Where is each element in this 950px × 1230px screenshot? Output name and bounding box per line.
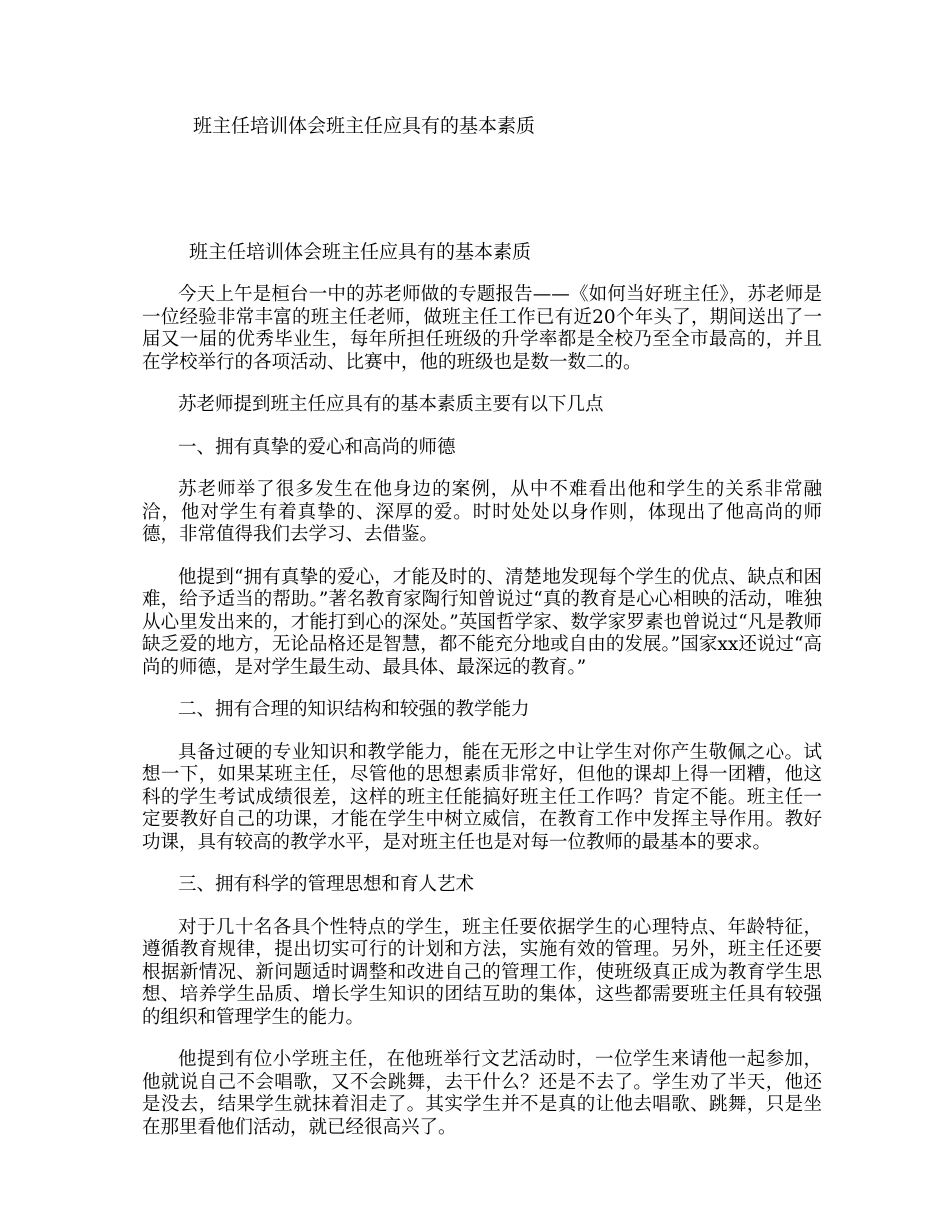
document-title: 班主任培训体会班主任应具有的基本素质 [189, 241, 532, 263]
summary-line: 苏老师提到班主任应具有的基本素质主要有以下几点 [178, 394, 604, 415]
section-3-paragraph-1: 对于几十名各具个性特点的学生，班主任要依据学生的心理特点、年龄特征，遵循教育规律，提出切实可行的计划和方法，实施有效的管理。另外，班主任还要根据新情况、新问题适时调整和改进自己的管理工作，使班级真正成为教育学生思想、培养学生品质、增长学生知识的团结互助的集体，这些都需要班主任具有较强的组织和管理学生的能力。 [142, 916, 822, 1028]
section-1-paragraph-1: 苏老师举了很多发生在他身边的案例，从中不难看出他和学生的关系非常融洽，他对学生有着真挚的、深厚的爱。时时处处以身作则，体现出了他高尚的师德，非常值得我们去学习、去借鉴。 [142, 479, 822, 545]
intro-paragraph: 今天上午是桓台一中的苏老师做的专题报告——《如何当好班主任》，苏老师是一位经验非常丰富的班主任老师，做班主任工作已有近20个年头了，期间送出了一届又一届的优秀毕业生，每年所担任班级的升学率都是全校乃至全市最高的，并且在学校举行的各项活动、比赛中，他的班级也是数一数二的。 [142, 284, 822, 373]
document-body [142, 240, 822, 1159]
section-3-heading: 三、拥有科学的管理思想和育人艺术 [178, 874, 475, 895]
section-2-paragraph-1: 具备过硬的专业知识和教学能力，能在无形之中让学生对你产生敬佩之心。试想一下，如果某班主任，尽管他的思想素质非常好，但他的课却上得一团糟，他这科的学生考试成绩很差，这样的班主任能搞好班主任工作吗？肯定不能。班主任一定要教好自己的功课，才能在学生中树立威信，在教育工作中发挥主导作用。教好功课，具有较高的教学水平，是对班主任也是对每一位教师的最基本的要求。 [142, 741, 822, 853]
section-1-heading: 一、拥有真挚的爱心和高尚的师德 [178, 436, 456, 458]
section-2-heading: 二、拥有合理的知识结构和较强的教学能力 [178, 699, 530, 720]
section-1-paragraph-2: 他提到“拥有真挚的爱心，才能及时的、清楚地发现每个学生的优点、缺点和困难，给予适当的帮助。”著名教育家陶行知曾说过“真的教育是心心相映的活动，唯独从心里发出来的，才能打到心的深处。”英国哲学家、数学家罗素也曾说过“凡是教师缺乏爱的地方，无论品格还是智慧，都不能充分地或自由的发展。”国家xx还说过“高尚的师德，是对学生最生动、最具体、最深远的教育。” [142, 566, 822, 678]
section-3-paragraph-2: 他提到有位小学班主任，在他班举行文艺活动时，一位学生来请他一起参加，他就说自己不会唱歌，又不会跳舞，去干什么？还是不去了。学生劝了半天，他还是没去，结果学生就抹着泪走了。其实学生并不是真的让他去唱歌、跳舞，只是坐在那里看他们活动，就已经很高兴了。 [142, 1049, 822, 1138]
document-header-title: 班主任培训体会班主任应具有的基本素质 [193, 115, 536, 137]
